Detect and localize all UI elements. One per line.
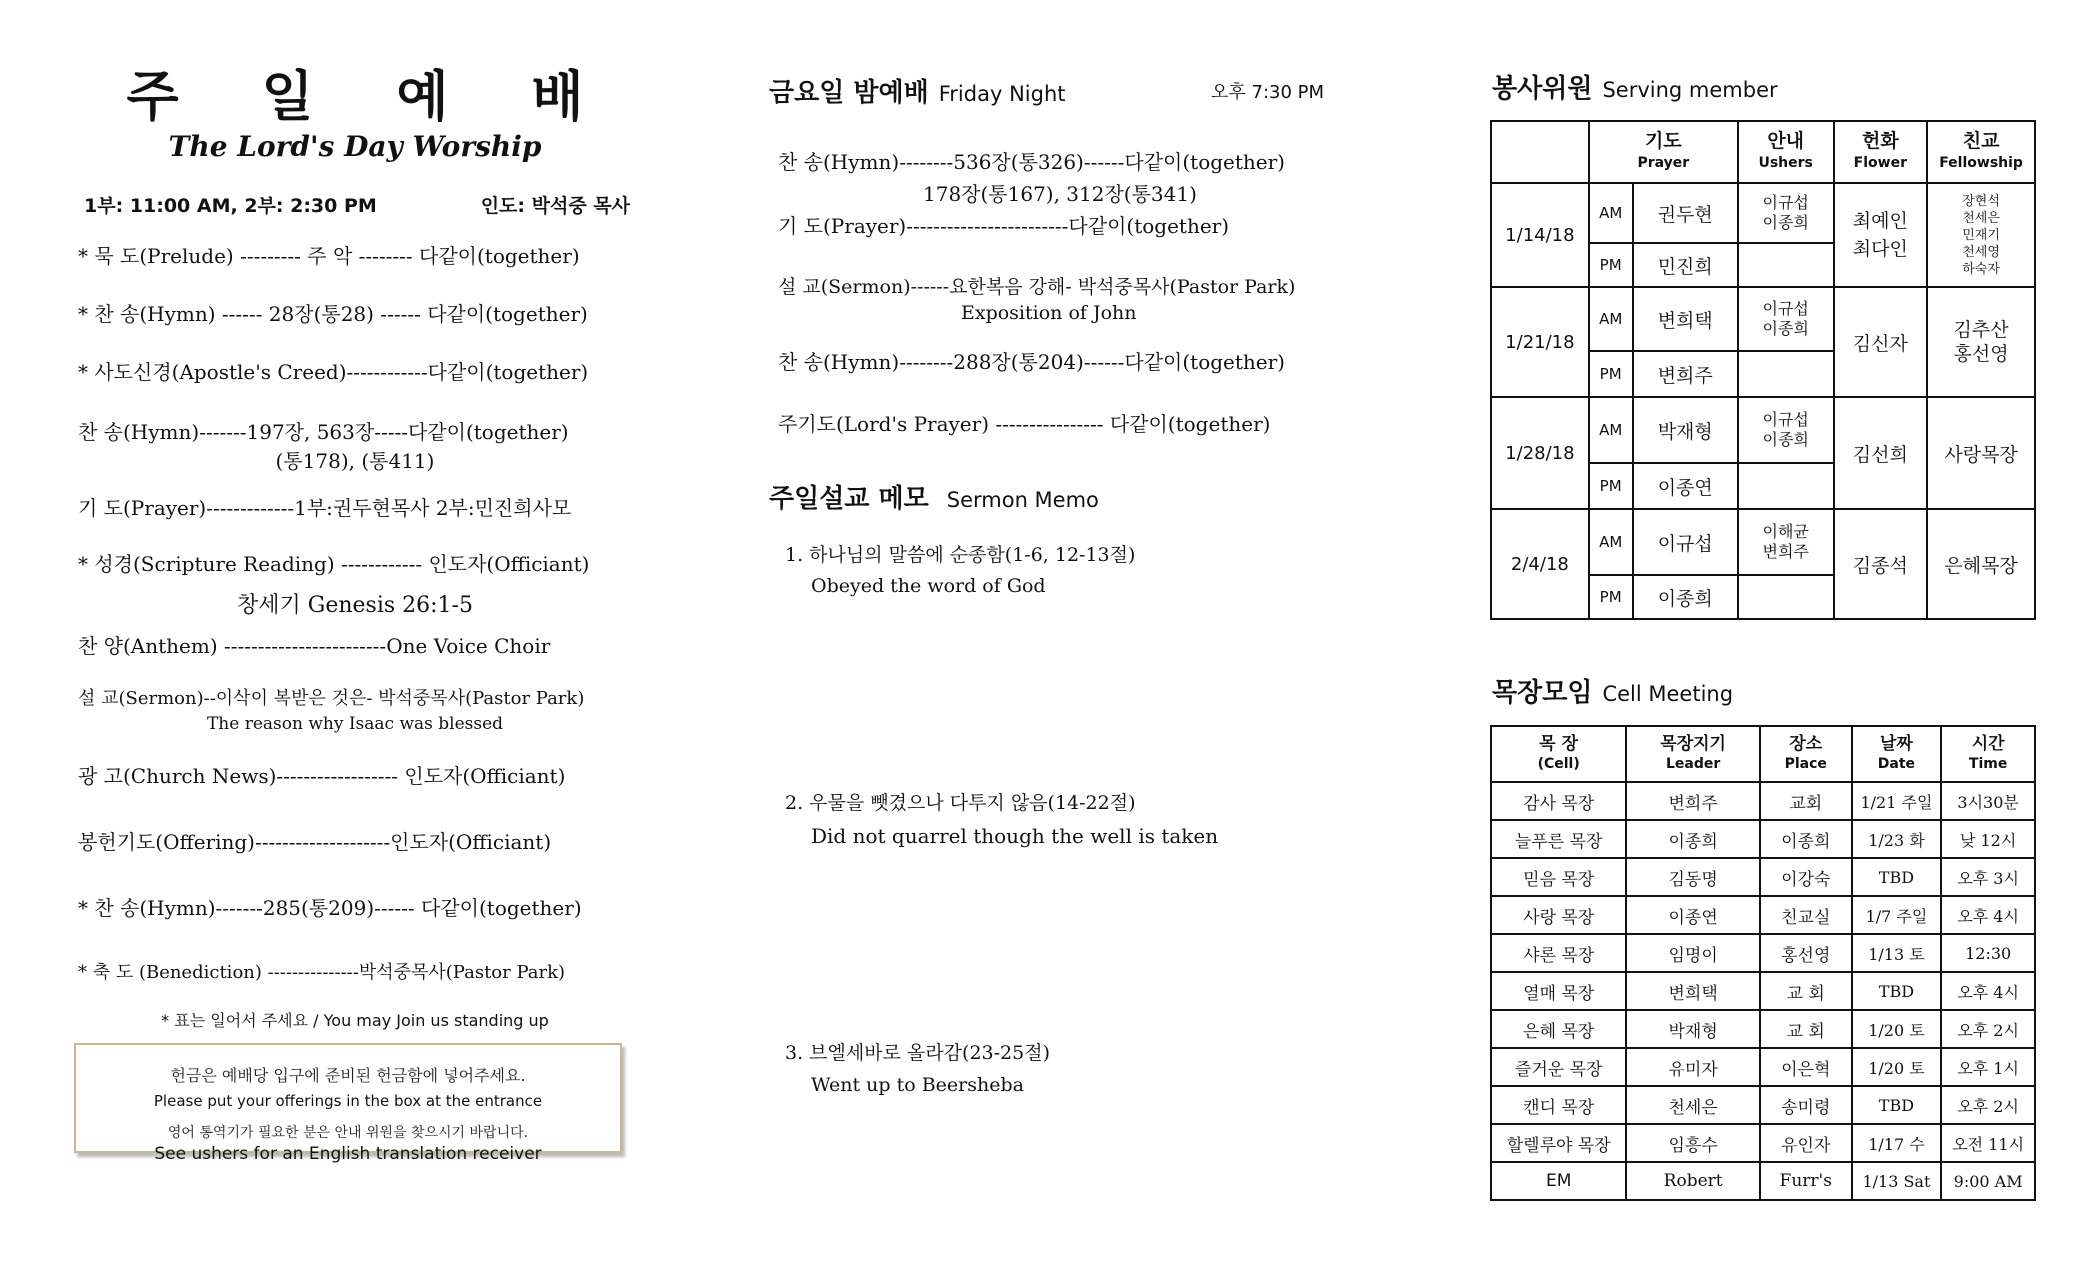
table-row	[1491, 934, 2035, 972]
cell-date: 1/20 토	[1852, 1048, 1942, 1086]
flower: 김선희	[1834, 397, 1928, 509]
cell-place: 송미령	[1760, 1086, 1852, 1124]
table-row	[1491, 896, 2035, 934]
cell-name: 캔디 목장	[1491, 1086, 1626, 1124]
cell-name: EM	[1491, 1162, 1626, 1200]
friday-sermon: 설 교(Sermon)------요한복음 강해- 박석중목사(Pastor Park)	[778, 276, 1296, 298]
serving-date: 2/4/18	[1491, 509, 1589, 619]
cell-leader: 변희택	[1626, 972, 1760, 1010]
table-row	[1491, 820, 2035, 858]
cell-header-date: 날짜 Date	[1852, 726, 1942, 782]
table-row	[1491, 509, 2035, 575]
cell-name: 열매 목장	[1491, 972, 1626, 1010]
table-row	[1491, 972, 2035, 1010]
memo-point-2-en: Did not quarrel though the well is taken	[811, 824, 1219, 848]
cell-name: 믿음 목장	[1491, 858, 1626, 896]
cell-place: 교회	[1760, 782, 1852, 820]
friday-hymn-1-sub: 178장(통167), 312장(통341)	[923, 182, 1197, 206]
cell-leader: 이종연	[1626, 896, 1760, 934]
friday-hymn-2: 찬 송(Hymn)--------288장(통204)------다같이(together)	[778, 350, 1285, 374]
cell-date: TBD	[1852, 972, 1942, 1010]
ushers: 이규섭 이종희	[1738, 287, 1834, 351]
cell-meeting-table	[1490, 725, 2036, 1201]
cell-title: 목장모임	[1492, 678, 1593, 708]
cell-time: 오후 2시	[1941, 1086, 2035, 1124]
table-row	[1491, 183, 2035, 243]
cell-place: 홍선영	[1760, 934, 1852, 972]
cell-date: 1/23 화	[1852, 820, 1942, 858]
pm-label: PM	[1589, 351, 1633, 397]
worship-order-column	[70, 0, 640, 1164]
am-label: AM	[1589, 397, 1633, 463]
page-subtitle: The Lord's Day Worship	[168, 130, 542, 163]
fellowship: 장현석 천세은 민재기 천세영 하숙자	[1927, 183, 2035, 287]
cell-name: 즐거운 목장	[1491, 1048, 1626, 1086]
prayer-pm: 변희주	[1633, 351, 1738, 397]
memo-point-1-ko: 1. 하나님의 말씀에 순종함(1-6, 12-13절)	[785, 544, 1136, 566]
memo-point-3-ko: 3. 브엘세바로 올라감(23-25절)	[785, 1042, 1050, 1064]
cell-time: 3시30분	[1941, 782, 2035, 820]
cell-place: 유인자	[1760, 1124, 1852, 1162]
cell-name: 늘푸른 목장	[1491, 820, 1626, 858]
cell-place: 친교실	[1760, 896, 1852, 934]
ushers: 이해균 변희주	[1738, 509, 1834, 575]
cell-place: 이강숙	[1760, 858, 1852, 896]
cell-time: 오전 11시	[1941, 1124, 2035, 1162]
table-row	[1491, 1124, 2035, 1162]
cell-leader: 유미자	[1626, 1048, 1760, 1086]
cell-meeting-heading	[1492, 672, 1733, 709]
order-benediction: * 축 도 (Benediction) ---------------박석중목사(Pastor Park)	[78, 962, 566, 983]
order-hymn-2-sub: (통178), (통411)	[275, 449, 435, 473]
serving-header-ushers: 안내 Ushers	[1738, 121, 1834, 183]
cell-leader: Robert	[1626, 1162, 1760, 1200]
cell-time: 오후 4시	[1941, 972, 2035, 1010]
prayer-am: 이규섭	[1633, 509, 1738, 575]
memo-title: 주일설교 메모	[769, 484, 929, 514]
service-info	[70, 191, 640, 218]
cell-time: 12:30	[1941, 934, 2035, 972]
sermon-title-en: The reason why Isaac was blessed	[206, 714, 504, 734]
serving-header-date	[1491, 121, 1589, 183]
translation-notice-ko: 영어 통역기가 필요한 분은 안내 위원을 찾으시기 바랍니다.	[167, 1125, 529, 1141]
cell-leader: 천세은	[1626, 1086, 1760, 1124]
serving-header-fellowship: 친교 Fellowship	[1927, 121, 2035, 183]
am-label: AM	[1589, 287, 1633, 351]
cell-leader: 변희주	[1626, 782, 1760, 820]
cell-place: 이종희	[1760, 820, 1852, 858]
cell-header-leader: 목장지기 Leader	[1626, 726, 1760, 782]
cell-place: Furr's	[1760, 1162, 1852, 1200]
memo-point-2-ko: 2. 우물을 뺏겼으나 다투지 않음(14-22절)	[785, 792, 1136, 814]
cell-time: 낮 12시	[1941, 820, 2035, 858]
scripture-reference: 창세기 Genesis 26:1-5	[237, 593, 473, 618]
cell-date: 1/13 Sat	[1852, 1162, 1942, 1200]
cell-name: 할렐루야 목장	[1491, 1124, 1626, 1162]
cell-date: 1/7 주일	[1852, 896, 1942, 934]
friday-hymn-1: 찬 송(Hymn)--------536장(통326)------다같이(together)	[778, 150, 1285, 174]
fellowship: 사랑목장	[1927, 397, 2035, 509]
table-row	[1491, 1086, 2035, 1124]
am-label: AM	[1589, 183, 1633, 243]
order-apostles-creed: * 사도신경(Apostle's Creed)------------다같이(together)	[78, 360, 589, 384]
serving-header-row	[1491, 121, 2035, 183]
table-row	[1491, 397, 2035, 463]
order-offering: 봉헌기도(Offering)--------------------인도자(Officiant)	[78, 830, 552, 854]
am-label: AM	[1589, 509, 1633, 575]
cell-time: 오후 4시	[1941, 896, 2035, 934]
order-anthem: 찬 양(Anthem) ------------------------One Voice Choir	[78, 634, 551, 658]
serving-header-prayer: 기도 Prayer	[1589, 121, 1738, 183]
friday-prayer: 기 도(Prayer)------------------------다같이(together)	[778, 214, 1230, 238]
cell-name: 사랑 목장	[1491, 896, 1626, 934]
cell-time: 오후 1시	[1941, 1048, 2035, 1086]
cell-leader: 임흥수	[1626, 1124, 1760, 1162]
offering-notice-en: Please put your offerings in the box at the entrance	[153, 1092, 543, 1110]
page-title: 주 일 예 배	[126, 65, 616, 128]
table-row	[1491, 1162, 2035, 1200]
order-hymn-1: * 찬 송(Hymn) ------ 28장(통28) ------ 다같이(together)	[78, 302, 588, 326]
table-row	[1491, 858, 2035, 896]
cell-leader: 김동명	[1626, 858, 1760, 896]
serving-date: 1/21/18	[1491, 287, 1589, 397]
cell-date: 1/20 토	[1852, 1010, 1942, 1048]
cell-date: 1/13 토	[1852, 934, 1942, 972]
cell-title-en: Cell Meeting	[1602, 682, 1734, 706]
friday-title-en: Friday Night	[938, 82, 1066, 106]
cell-leader: 임명이	[1626, 934, 1760, 972]
table-row	[1491, 1010, 2035, 1048]
serving-header-flower: 헌화 Flower	[1834, 121, 1928, 183]
ushers: 이규섭 이종희	[1738, 397, 1834, 463]
offering-notice-box	[74, 1043, 622, 1164]
cell-date: TBD	[1852, 1086, 1942, 1124]
order-church-news: 광 고(Church News)------------------ 인도자(Officiant)	[78, 764, 566, 788]
flower: 김종석	[1834, 509, 1928, 619]
cell-header-row	[1491, 726, 2035, 782]
cell-place: 교 회	[1760, 1010, 1852, 1048]
cell-header-time: 시간 Time	[1941, 726, 2035, 782]
order-sermon: 설 교(Sermon)--이삭이 복받은 것은- 박석중목사(Pastor Park)	[78, 688, 585, 709]
fellowship: 은혜목장	[1927, 509, 2035, 619]
order-hymn-2: 찬 송(Hymn)-------197장, 563장-----다같이(together)	[78, 420, 569, 444]
offering-notice-ko: 헌금은 예배당 입구에 준비된 헌금함에 넣어주세요.	[170, 1066, 526, 1085]
order-hymn-3: * 찬 송(Hymn)-------285(통209)------ 다같이(together)	[78, 896, 582, 920]
cell-name: 감사 목장	[1491, 782, 1626, 820]
flower: 김신자	[1834, 287, 1928, 397]
friday-sermon-sub: Exposition of John	[961, 302, 1137, 324]
fellowship: 김추산 홍선영	[1927, 287, 2035, 397]
table-row	[1491, 1048, 2035, 1086]
cell-place: 교 회	[1760, 972, 1852, 1010]
order-scripture: * 성경(Scripture Reading) ------------ 인도자(Officiant)	[78, 552, 590, 576]
serving-table	[1490, 120, 2036, 620]
translation-notice-en: See ushers for an English translation receiver	[154, 1144, 542, 1164]
flower: 최예인 최다인	[1834, 183, 1928, 287]
cell-date: TBD	[1852, 858, 1942, 896]
order-prayer: 기 도(Prayer)-------------1부:권두현목사 2부:민진희사모	[78, 496, 572, 520]
cell-name: 은혜 목장	[1491, 1010, 1626, 1048]
friday-section-heading	[769, 72, 1325, 109]
friday-time: 오후 7:30 PM	[1211, 82, 1325, 103]
memo-point-1-en: Obeyed the word of God	[811, 575, 1046, 597]
memo-title-en: Sermon Memo	[946, 488, 1099, 512]
cell-leader: 박재형	[1626, 1010, 1760, 1048]
prayer-pm: 민진희	[1633, 243, 1738, 287]
memo-point-3-en: Went up to Beersheba	[811, 1074, 1024, 1096]
prayer-am: 변희택	[1633, 287, 1738, 351]
prayer-am: 박재형	[1633, 397, 1738, 463]
serving-date: 1/28/18	[1491, 397, 1589, 509]
cell-meeting-rows	[1491, 782, 2035, 1200]
cell-date: 1/17 수	[1852, 1124, 1942, 1162]
cell-time: 오후 3시	[1941, 858, 2035, 896]
service-times: 1부: 11:00 AM, 2부: 2:30 PM	[84, 195, 377, 217]
prayer-am: 권두현	[1633, 183, 1738, 243]
cell-time: 9:00 AM	[1941, 1162, 2035, 1200]
cell-time: 오후 2시	[1941, 1010, 2035, 1048]
memo-section-heading	[769, 478, 1099, 515]
prayer-pm: 이종연	[1633, 463, 1738, 509]
cell-place: 이은혁	[1760, 1048, 1852, 1086]
service-leader: 인도: 박석중 목사	[480, 195, 630, 217]
serving-title: 봉사위원	[1492, 74, 1593, 104]
cell-header-place: 장소 Place	[1760, 726, 1852, 782]
cell-leader: 이종희	[1626, 820, 1760, 858]
cell-header-cell: 목 장 (Cell)	[1491, 726, 1626, 782]
friday-lords-prayer: 주기도(Lord's Prayer) ---------------- 다같이(together)	[778, 412, 1271, 436]
ushers: 이규섭 이종희	[1738, 183, 1834, 243]
friday-title: 금요일 밤예배	[769, 78, 929, 108]
serving-heading	[1492, 68, 1778, 105]
prayer-pm: 이종희	[1633, 575, 1738, 619]
serving-title-en: Serving member	[1602, 78, 1778, 102]
cell-date: 1/21 주일	[1852, 782, 1942, 820]
serving-date: 1/14/18	[1491, 183, 1589, 287]
pm-label: PM	[1589, 243, 1633, 287]
cell-name: 샤론 목장	[1491, 934, 1626, 972]
table-row	[1491, 782, 2035, 820]
table-row	[1491, 287, 2035, 351]
pm-label: PM	[1589, 575, 1633, 619]
order-prelude: * 묵 도(Prelude) --------- 주 악 -------- 다같이(together)	[78, 244, 580, 268]
standing-note: * 표는 일어서 주세요 / You may Join us standing up	[161, 1011, 549, 1030]
pm-label: PM	[1589, 463, 1633, 509]
